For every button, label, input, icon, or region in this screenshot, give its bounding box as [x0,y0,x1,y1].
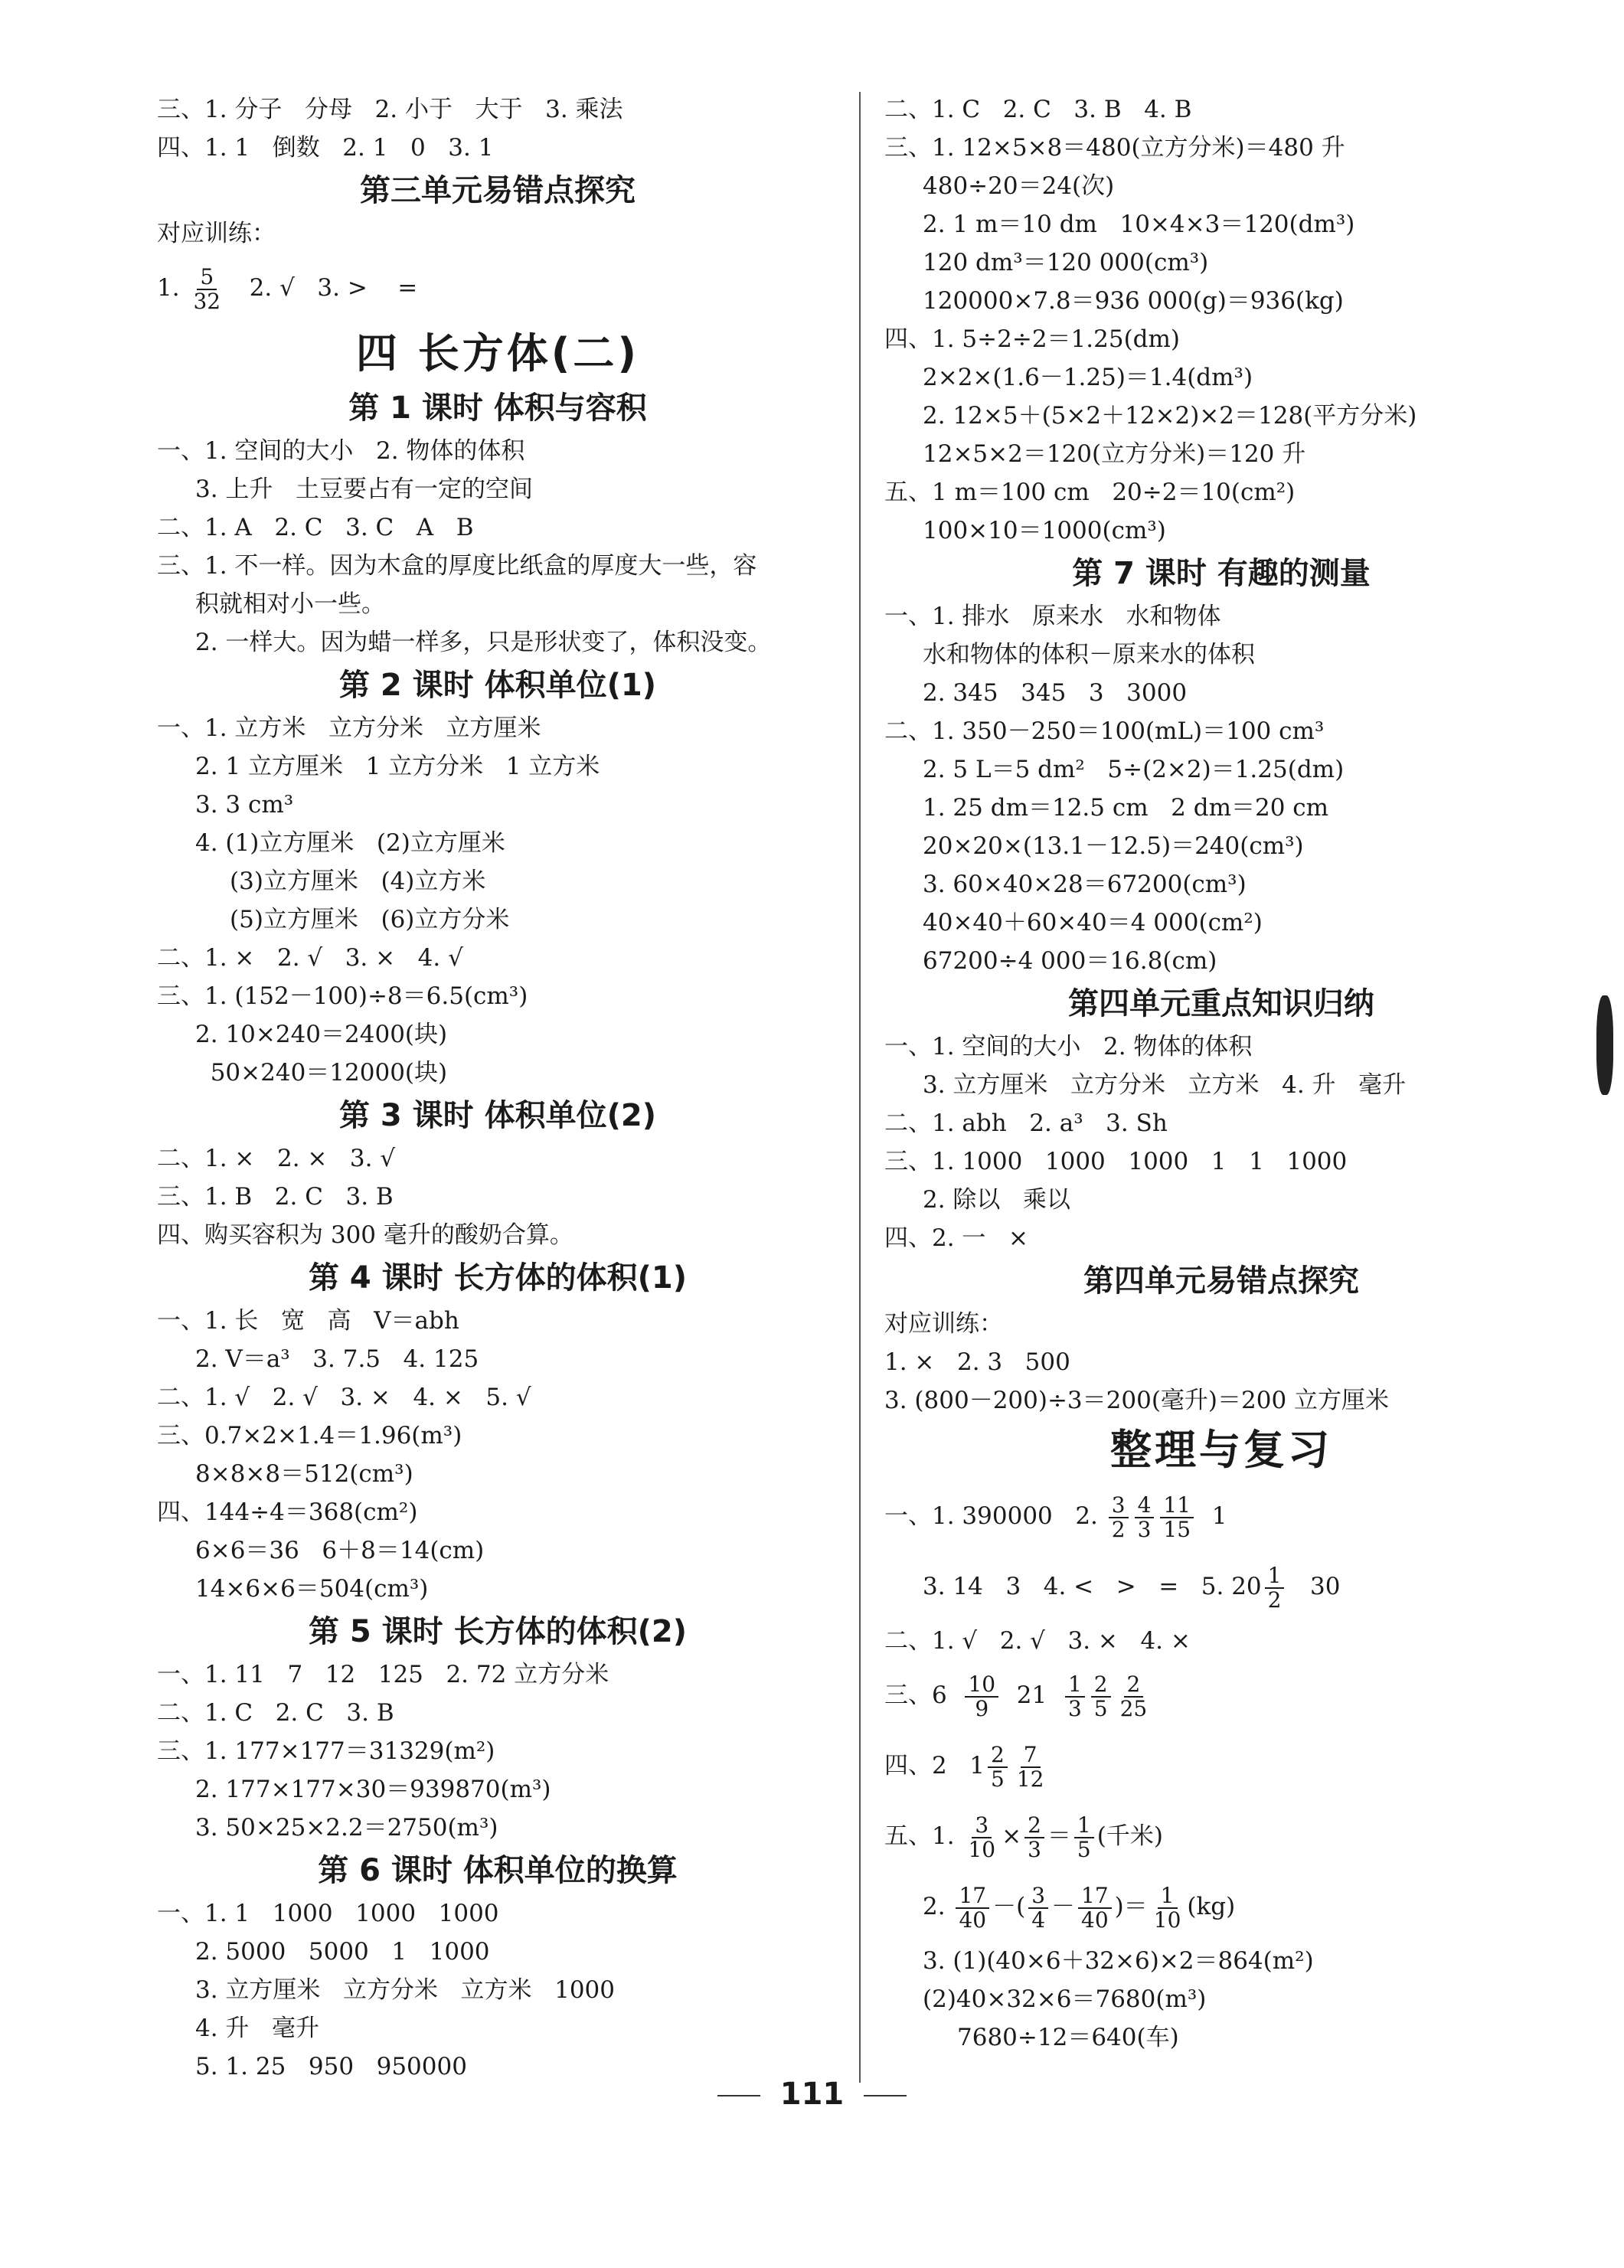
fraction-numerator: 11 [1160,1494,1194,1518]
fraction-denominator: 12 [1016,1766,1044,1792]
fraction [1135,1494,1155,1541]
answer-line: 对应训练： [157,220,276,247]
fraction-numerator: 2 [1091,1673,1111,1698]
answer-line: (3)立方厘米 (4)立方米 [230,868,486,895]
answer-line: 4. 升 毫升 [195,2015,319,2042]
answer-text: (kg) [1187,1893,1236,1920]
fraction-denominator: 2 [1111,1516,1126,1542]
answer-line: 120 dm³＝120 000(cm³) [923,249,1209,276]
answer-line: 一、1. 空间的大小 2. 物体的体积 [157,437,525,465]
answer-text: 3. 14 3 4. < > = 5. 20 [923,1573,1262,1600]
answer-line: 一、1. 空间的大小 2. 物体的体积 [884,1033,1253,1060]
fraction-denominator: 3 [1137,1516,1152,1542]
fraction-numerator: 2 [1024,1814,1044,1838]
fraction-numerator: 1 [1158,1884,1178,1909]
answer-line: 2. 一样大。因为蜡一样多，只是形状变了，体积没变。 [195,629,772,656]
answer-text: 五、1. [884,1822,962,1850]
fraction-denominator: 4 [1031,1907,1046,1933]
answer-line: 1. × 2. 3 500 [884,1348,1070,1376]
fraction-denominator: 40 [1081,1907,1109,1933]
answer-line: (5)立方厘米 (6)立方分米 [230,906,510,933]
answer-line: 四、144÷4＝368(cm²) [157,1498,418,1526]
fraction [956,1884,989,1932]
answer-line: 3. 上升 土豆要占有一定的空间 [195,475,533,503]
fraction-denominator: 3 [1067,1695,1082,1721]
answer-line: 3. (800－200)÷3＝200(毫升)＝200 立方厘米 [884,1387,1390,1414]
answer-line: 20×20×(13.1－12.5)＝240(cm³) [923,832,1304,860]
fraction-numerator: 10 [965,1673,998,1698]
answer-text: ＝ [1047,1822,1071,1850]
answer-line: 4. (1)立方厘米 (2)立方厘米 [195,829,505,857]
section-heading: 第 5 课时 长方体的体积(2) [308,1614,687,1649]
fraction [1024,1814,1044,1861]
fraction-denominator: 2 [1267,1587,1282,1613]
footer-dash-right [864,2095,907,2096]
answer-line: 四、2. 一 × [884,1224,1028,1252]
section-heading: 第 4 课时 长方体的体积(1) [308,1260,687,1296]
answer-text: 21 [1002,1681,1062,1709]
section-heading: 第 3 课时 体积单位(2) [338,1098,656,1133]
fraction-denominator: 3 [1028,1836,1041,1862]
answer-line: 一、1. 立方米 立方分米 立方厘米 [157,714,541,742]
answer-line: 2. 1 m＝10 dm 10×4×3＝120(dm³) [923,211,1355,238]
fraction-denominator: 10 [1153,1907,1181,1933]
fraction-numerator: 3 [1028,1884,1048,1909]
answer-line: 2×2×(1.6－1.25)＝1.4(dm³) [923,364,1253,391]
answer-line: 1. 25 dm＝12.5 cm 2 dm＝20 cm [923,794,1329,822]
fraction-numerator: 1 [1265,1564,1285,1589]
answer-line: 3. 立方厘米 立方分米 立方米 4. 升 毫升 [923,1071,1407,1099]
fraction-numerator: 1 [1074,1814,1094,1838]
fraction-denominator: 32 [193,288,221,314]
section-heading: 第 6 课时 体积单位的换算 [318,1853,678,1888]
answer-line: 14×6×6＝504(cm³) [195,1575,429,1603]
fraction-numerator: 17 [956,1884,989,1909]
answer-line: 三、1. (152－100)÷8＝6.5(cm³) [157,982,528,1010]
answer-line: 二、1. abh 2. a³ 3. Sh [884,1109,1168,1137]
fraction-numerator: 2 [988,1743,1008,1768]
fraction-denominator: 25 [1119,1695,1148,1721]
answer-line: 2. 345 345 3 3000 [923,679,1188,707]
answer-line: 5. 1. 25 950 950000 [195,2053,467,2080]
answer-line: 水和物体的体积－原来水的体积 [923,641,1255,668]
answer-line: 二、1. × 2. × 3. √ [157,1145,396,1172]
answer-text: －( [992,1893,1026,1920]
answer-line: 五、1 m＝100 cm 20÷2＝10(cm²) [884,479,1296,506]
fraction-numerator: 5 [197,266,217,290]
answer-line: 二、1. × 2. √ 3. × 4. √ [157,944,463,972]
answer-line: 三、0.7×2×1.4＝1.96(m³) [157,1422,462,1449]
fraction [1028,1884,1048,1932]
section-heading: 第 7 课时 有趣的测量 [1072,556,1371,591]
answer-line: 一、1. 长 宽 高 V＝abh [157,1307,459,1335]
answer-line: 3. (1)(40×6＋32×6)×2＝864(m²) [923,1947,1314,1975]
answer-text: 四、2 1 [884,1752,985,1779]
answer-line: 二、1. A 2. C 3. C A B [157,514,474,541]
answer-line: 50×240＝12000(块) [195,1059,448,1087]
answer-line: 40×40＋60×40＝4 000(cm²) [923,909,1263,936]
fraction [1151,1884,1185,1932]
answer-line: 四、1. 5÷2÷2＝1.25(dm) [884,325,1181,353]
fraction [1109,1494,1129,1541]
unit-title: 整理与复习 [1110,1426,1332,1474]
answer-line: 一、1. 1 1000 1000 1000 [157,1900,499,1927]
fraction-numerator: 3 [1109,1494,1129,1518]
fraction-numerator: 7 [1021,1743,1041,1768]
column-divider [859,92,861,2083]
answer-line: 2. 5 L＝5 dm² 5÷(2×2)＝1.25(dm) [923,756,1345,783]
answer-line: 120000×7.8＝936 000(g)＝936(kg) [923,287,1344,315]
answer-line: 积就相对小一些。 [195,590,385,618]
fraction [1160,1494,1194,1541]
answer-text: × [1002,1822,1022,1850]
answer-line: 12×5×2＝120(立方分米)＝120 升 [923,440,1306,468]
answer-line: 3. 60×40×28＝67200(cm³) [923,871,1247,898]
answer-line: 二、1. 350－250＝100(mL)＝100 cm³ [884,717,1325,745]
fraction [1078,1884,1112,1932]
page-number: 111 [779,2077,845,2112]
fraction-denominator: 40 [959,1907,987,1933]
answer-text: 2. √ 3. > = [227,274,418,302]
answer-line: 三、1. 177×177＝31329(m²) [157,1737,495,1765]
answer-text: 2. [923,1893,953,1920]
answer-line-fraction [884,1481,1558,1551]
footer-dash-left [717,2095,760,2096]
fraction-numerator: 2 [1124,1673,1144,1698]
answer-line-fraction [884,1801,1558,1871]
answer-text: )＝ [1114,1893,1148,1920]
answer-line: 2. 12×5＋(5×2＋12×2)×2＝128(平方分米) [923,402,1417,430]
answer-line: 100×10＝1000(cm³) [923,517,1166,544]
answer-line: 一、1. 11 7 12 125 2. 72 立方分米 [157,1661,609,1688]
fraction [965,1673,998,1721]
fraction-denominator: 5 [1093,1695,1108,1721]
fraction [988,1743,1008,1791]
answer-line: 8×8×8＝512(cm³) [195,1460,413,1488]
answer-line: 2. 1 立方厘米 1 立方分米 1 立方米 [195,753,600,780]
answer-line-fraction [884,1871,1558,1942]
answer-line: 三、1. 12×5×8＝480(立方分米)＝480 升 [884,134,1345,162]
fraction-denominator: 5 [991,1766,1005,1792]
answer-text: 三、6 [884,1681,962,1709]
fraction-numerator: 1 [1065,1673,1085,1698]
answer-line: 3. 3 cm³ [195,791,294,819]
fraction-numerator: 4 [1135,1494,1155,1518]
section-heading: 第 1 课时 体积与容积 [348,391,647,426]
answer-text: 30 [1287,1573,1341,1600]
answer-line: 二、1. C 2. C 3. B [157,1699,394,1727]
answer-line: 一、1. 排水 原来水 水和物体 [884,603,1221,630]
answer-line: 对应训练： [884,1310,1003,1338]
fraction-numerator: 3 [972,1814,992,1838]
answer-line-fraction [884,1551,1558,1622]
answer-line: 67200÷4 000＝16.8(cm) [923,947,1217,975]
answer-line: 2. V＝a³ 3. 7.5 4. 125 [195,1345,479,1373]
answer-line: 三、1. 不一样。因为木盒的厚度比纸盒的厚度大一些，容 [157,552,757,580]
answer-line: 3. 立方厘米 立方分米 立方米 1000 [195,1976,616,2004]
fraction-denominator: 9 [975,1695,989,1721]
section-heading: 第四单元易错点探究 [1083,1263,1359,1299]
section-heading: 第四单元重点知识归纳 [1068,986,1374,1021]
answer-text: (千米) [1096,1822,1163,1850]
answer-text: 一、1. 390000 2. [884,1502,1106,1530]
scan-mark [1596,995,1613,1095]
fraction [965,1814,998,1861]
answer-line: 2. 除以 乘以 [923,1186,1070,1214]
fraction [1014,1743,1047,1791]
answer-line: 480÷20＝24(次) [923,172,1115,200]
answer-line: 三、1. B 2. C 3. B [157,1183,394,1211]
answer-line: 二、1. C 2. C 3. B 4. B [884,96,1192,123]
fraction [1265,1564,1285,1612]
answer-line-fraction [884,1730,1558,1801]
fraction-numerator: 17 [1078,1884,1112,1909]
answer-line: 7680÷12＝640(车) [957,2024,1179,2051]
fraction-denominator: 5 [1077,1836,1091,1862]
answer-line: 三、1. 分子 分母 2. 小于 大于 3. 乘法 [157,96,623,123]
fraction [1091,1673,1111,1721]
fraction [1117,1673,1151,1721]
answer-line: 2. 10×240＝2400(块) [195,1021,448,1048]
answer-line: 四、购买容积为 300 毫升的酸奶合算。 [157,1221,573,1249]
left-column [157,90,838,2086]
unit-title: 四 长方体(二) [355,329,640,377]
answer-text: 1 [1197,1502,1227,1530]
answer-line: 2. 177×177×30＝939870(m³) [195,1776,551,1803]
section-heading: 第 2 课时 体积单位(1) [338,668,656,703]
fraction-denominator: 10 [968,1836,996,1862]
fraction [1074,1814,1094,1861]
section-heading: 第三单元易错点探究 [360,173,636,208]
fraction [190,263,224,314]
answer-line: 二、1. √ 2. √ 3. × 4. × [884,1627,1191,1655]
fraction-denominator: 15 [1163,1516,1191,1542]
answer-line: 二、1. √ 2. √ 3. × 4. × 5. √ [157,1384,531,1411]
answer-line: 四、1. 1 倒数 2. 1 0 3. 1 [157,134,494,162]
answer-text: 1. [157,274,188,302]
right-column [884,90,1558,2057]
answer-line-fraction [884,1660,1558,1730]
answer-line: 2. 5000 5000 1 1000 [195,1938,490,1966]
answer-line: 6×6＝36 6＋8＝14(cm) [195,1537,485,1564]
answer-line: 三、1. 1000 1000 1000 1 1 1000 [884,1148,1348,1175]
answer-line-fraction [157,253,838,323]
page-footer [0,2077,1624,2112]
answer-line: 3. 50×25×2.2＝2750(m³) [195,1814,498,1842]
answer-text: － [1051,1893,1076,1920]
fraction [1065,1673,1085,1721]
answer-line: (2)40×32×6＝7680(m³) [923,1985,1207,2013]
